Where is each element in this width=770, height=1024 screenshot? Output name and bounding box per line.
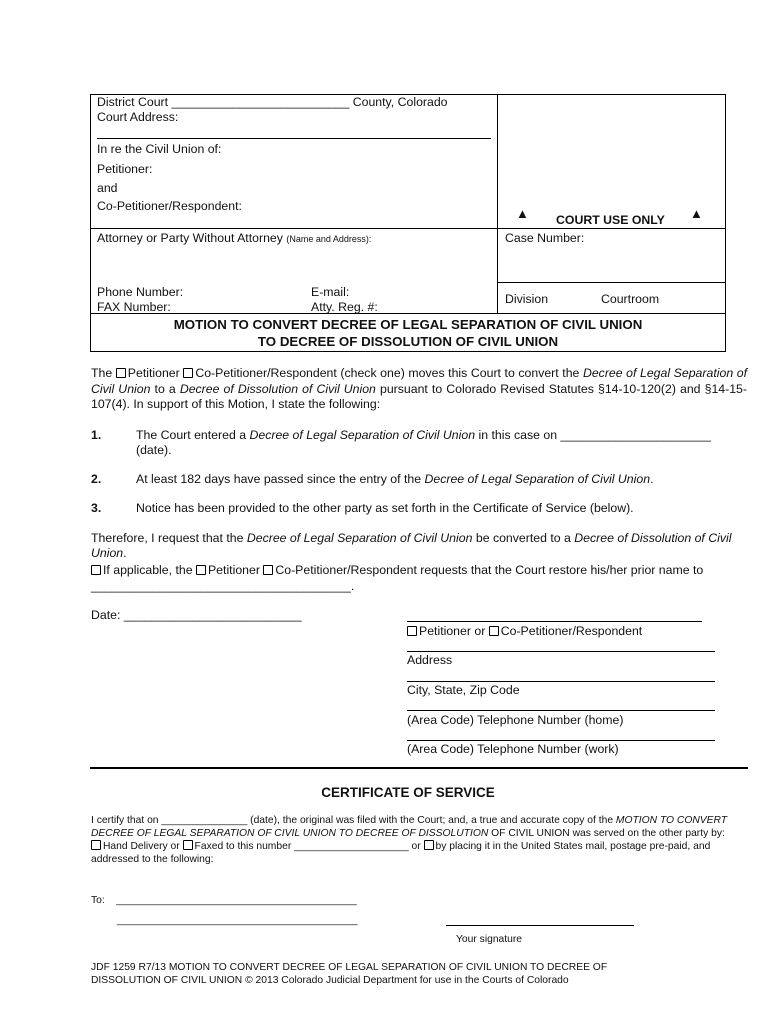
date-line: Date: __________________________ <box>91 608 302 622</box>
city-state-zip-label: City, State, Zip Code <box>407 683 520 697</box>
to-blank[interactable]: __________________________________________ <box>116 895 357 906</box>
to-line: To: __________________________________________ <box>91 895 357 906</box>
phone-number-label: Phone Number: <box>97 285 184 299</box>
city-line[interactable] <box>407 681 715 682</box>
phone-home-label: (Area Code) Telephone Number (home) <box>407 713 624 727</box>
signature-line[interactable] <box>407 621 702 622</box>
item-number: 2. <box>91 472 102 486</box>
fax-number-label: FAX Number: <box>97 300 171 314</box>
petitioner-or-line: Petitioner or Co-Petitioner/Respondent <box>407 624 642 638</box>
item-number: 3. <box>91 501 102 515</box>
phone-home-line[interactable] <box>407 710 715 711</box>
to-blank-second[interactable]: __________________________________________ <box>117 915 358 926</box>
date-blank[interactable]: __________________________ <box>123 608 302 622</box>
list-item: The Court entered a Decree of Legal Separation of Civil Union in this case on ______________________ (date). <box>136 428 711 457</box>
petitioner-checkbox[interactable] <box>116 368 126 378</box>
faxed-checkbox[interactable] <box>183 840 193 850</box>
and-label: and <box>97 181 118 195</box>
restore-petitioner-checkbox[interactable] <box>196 565 206 575</box>
address-label: Address <box>407 653 453 667</box>
co-petitioner-label: Co-Petitioner/Respondent: <box>97 199 242 213</box>
therefore-paragraph: Therefore, I request that the Decree of Legal Separation of Civil Union be converted to a Decree of Dissolution of Civil Union. <box>91 531 732 560</box>
form-title: MOTION TO CONVERT DECREE OF LEGAL SEPARATION OF CIVIL UNION TO DECREE OF DISSOLUTION OF CIVIL UNION <box>173 317 643 349</box>
intro-paragraph: The Petitioner Co-Petitioner/Respondent (check one) moves this Court to convert the Decree of Legal Separation of Civil Union to a Decree of Dissolution of Civil Union pursuant to Colorado Revised Statutes §14-10-120(2) and §14-15-107(4). In support of this Motion, I state the following: <box>91 366 747 411</box>
email-label: E-mail: <box>311 285 350 299</box>
triangle-up-icon: ▲ <box>690 206 703 221</box>
court-use-only-label: COURT USE ONLY <box>556 213 665 227</box>
in-re-label: In re the Civil Union of: <box>97 142 222 156</box>
division-label: Division <box>505 292 549 306</box>
co-petitioner-checkbox[interactable] <box>183 368 193 378</box>
petitioner-label: Petitioner: <box>97 162 153 176</box>
restore-name-paragraph: If applicable, the Petitioner Co-Petitioner/Respondent requests that the Court restore his/her prior name to ______________________________________. <box>91 563 704 593</box>
courtroom-label: Courtroom <box>601 292 660 306</box>
restore-co-petitioner-checkbox[interactable] <box>263 565 273 575</box>
attorney-label: Attorney or Party Without Attorney (Name and Address): <box>97 231 372 245</box>
item-number: 1. <box>91 428 102 442</box>
your-signature-line[interactable] <box>446 925 634 926</box>
triangle-up-icon: ▲ <box>516 206 529 221</box>
certificate-heading: CERTIFICATE OF SERVICE <box>321 785 495 800</box>
case-number-label: Case Number: <box>505 231 585 245</box>
court-address-label: Court Address: <box>97 110 179 124</box>
address-line[interactable] <box>407 651 715 652</box>
certificate-paragraph: I certify that on _______________ (date), the original was filed with the Court; and, a true and accurate copy of the MOTION TO CONVERT DECREE OF LEGAL SEPARATION OF CIVIL UNION TO DECREE OF DISSOLUTION OF CIVIL UNION was served on the other party by: Hand Delivery or Faxed to this number ____________________ or by placing it in the United States mail, postage pre-paid, and addressed to the following: <box>91 815 728 865</box>
if-applicable-checkbox[interactable] <box>91 565 101 575</box>
list-item: Notice has been provided to the other party as set forth in the Certificate of Service (below). <box>136 501 634 515</box>
sig-petitioner-checkbox[interactable] <box>407 626 417 636</box>
sig-co-petitioner-checkbox[interactable] <box>489 626 499 636</box>
district-court-line: District Court __________________________ County, Colorado <box>97 95 448 109</box>
your-signature-label: Your signature <box>456 934 523 945</box>
phone-work-line[interactable] <box>407 740 715 741</box>
section-divider <box>90 767 748 769</box>
list-item: At least 182 days have passed since the entry of the Decree of Legal Separation of Civil Union. <box>136 472 654 486</box>
form-footer: JDF 1259 R7/13 MOTION TO CONVERT DECREE OF LEGAL SEPARATION OF CIVIL UNION TO DECREE OF DISSOLUTION OF CIVIL UNION © 2013 Colorado Judicial Department for use in the Courts of Colorado <box>91 962 608 986</box>
district-court-blank[interactable]: __________________________ <box>171 95 350 109</box>
hand-delivery-checkbox[interactable] <box>91 840 101 850</box>
prior-name-blank[interactable]: ______________________________________. <box>91 578 355 593</box>
atty-reg-label: Atty. Reg. #: <box>311 300 378 314</box>
phone-work-label: (Area Code) Telephone Number (work) <box>407 742 619 756</box>
mail-checkbox[interactable] <box>424 840 434 850</box>
